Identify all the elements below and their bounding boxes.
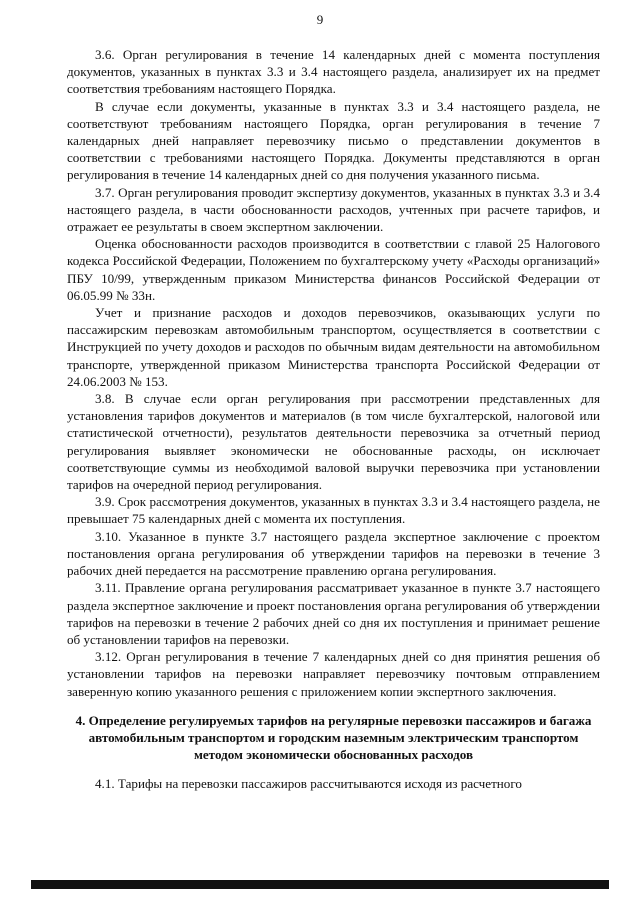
paragraph-3-7-assessment: Оценка обоснованности расходов производится в соответствии с главой 25 Налогового кодекса Российской Федерации, Положением по бухгалтерскому учету «Расходы организаций» ПБУ 10/99, утвержденным приказом Министерства финансов Российской Федерации от 06.05.99 № 33н. — [67, 236, 600, 303]
page-number: 9 — [316, 12, 324, 27]
scan-edge-bar — [31, 880, 609, 889]
paragraph-3-10: 3.10. Указанное в пункте 3.7 настоящего раздела экспертное заключение с проектом постановления органа регулирования об утверждении тарифов на перевозки в течение 3 рабочих дней передается на рассмотрение правлению органа регулирования. — [67, 528, 600, 579]
paragraph-3-11: 3.11. Правление органа регулирования рассматривает указанное в пункте 3.7 настоящего раздела экспертное заключение и проект постановления органа регулирования об утверждении тарифов на перевозки в течение 2 рабочих дней со дня их поступления и принимает решение об установлении тарифов на перевозки. — [67, 580, 600, 647]
paragraph-3-6: 3.6. Орган регулирования в течение 14 календарных дней с момента поступления документов, указанных в пунктах 3.3 и 3.4 настоящего раздела, анализирует их на предмет соответствия требованиям настоящего Порядка. — [67, 47, 600, 97]
paragraph-3-7-accounting: Учет и признание расходов и доходов перевозчиков, оказывающих услуги по пассажирским перевозкам автомобильным транспортом, осуществляется в соответствии с Инструкцией по учету доходов и расходов по обычным видам деятельности на автомобильном транспорте, утвержденной приказом Министерства транспорта Российской Федерации от 24.06.2003 № 153. — [67, 305, 600, 389]
paragraph-3-7: 3.7. Орган регулирования проводит экспертизу документов, указанных в пунктах 3.3 и 3.4 настоящего раздела, в части обоснованности расходов, учтенных при расчете тарифов, и отражает ее результаты в своем экспертном заключении. — [67, 184, 600, 235]
document-body — [67, 46, 600, 793]
paragraph-3-8: 3.8. В случае если орган регулирования при рассмотрении представленных для установления тарифов документов и материалов (в том числе бухгалтерской, налоговой или статистической отчетности), результатов деятельности перевозчика за отчетный период регулирования выявляет экономически не обоснованные расходы, он исключает соответствующие суммы из необходимой валовой выручки перевозчика при установлении тарифов на очередной период регулирования. — [67, 391, 600, 493]
paragraph-3-6-continuation: В случае если документы, указанные в пунктах 3.3 и 3.4 настоящего раздела, не соответствуют требованиям настоящего Порядка, орган регулирования в течение 7 календарных дней направляет перевозчику письмо о представлении документов в соответствии с требованиями настоящего Порядка. Документы представляются в орган регулирования в течение 14 календарных дней со дня получения указанного письма. — [67, 98, 600, 183]
paragraph-3-12: 3.12. Орган регулирования в течение 7 календарных дней со дня принятия решения об установлении тарифов на перевозки направляет перевозчику почтовым отправлением заверенную копию указанного решения с приложением копии экспертного заключения. — [67, 649, 600, 699]
section-4-heading: 4. Определение регулируемых тарифов на регулярные перевозки пассажиров и багажа автомобильным транспортом и городским наземным электрическим транспортом методом экономически обоснованных расходов — [75, 712, 592, 763]
paragraph-4-1: 4.1. Тарифы на перевозки пассажиров рассчитываются исходя из расчетного — [95, 776, 522, 792]
paragraph-3-9: 3.9. Срок рассмотрения документов, указанных в пунктах 3.3 и 3.4 настоящего раздела, не превышает 75 календарных дней с момента их поступления. — [67, 494, 600, 527]
